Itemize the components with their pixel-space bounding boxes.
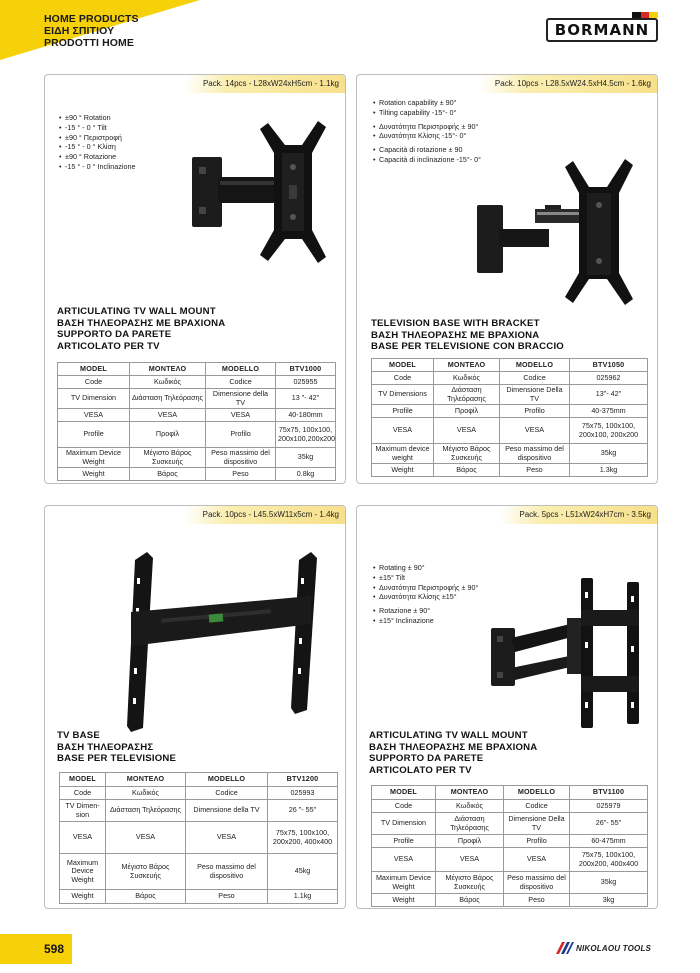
- table-cell: MODELLO: [186, 773, 268, 787]
- header-line-en: HOME PRODUCTS: [44, 13, 139, 25]
- table-row: [372, 848, 648, 872]
- flag-icon: [632, 12, 658, 18]
- title-gr: ΒΑΣΗ ΤΗΛΕΟΡΑΣΗΣ ΜΕ ΒΡΑΧΙΟΝΑ: [369, 741, 538, 753]
- table-cell: Προφίλ: [436, 835, 504, 848]
- feature-item: • Capacità di inclinazione -15°- 0°: [373, 155, 481, 165]
- table-cell: VESA: [434, 418, 500, 444]
- table-row: [58, 376, 336, 389]
- table-cell: Κωδικός: [106, 787, 186, 800]
- table-cell: Code: [372, 372, 434, 385]
- table-cell: Weight: [372, 894, 436, 907]
- feature-item: • Rotation capability ± 90°: [373, 98, 481, 108]
- table-row: [58, 448, 336, 468]
- title-en: ARTICULATING TV WALL MOUNT: [57, 306, 216, 317]
- title-gr: ΒΑΣΗ ΤΗΛΕΟΡΑΣΗΣ: [57, 741, 154, 753]
- table-cell: Peso massimo del dispositivo: [504, 872, 570, 894]
- table-cell: Μέγιστο Βάρος Συσκευής: [434, 444, 500, 464]
- table-cell: VESA: [60, 822, 106, 854]
- product-card-btv1200: [44, 505, 346, 909]
- product-title: [57, 306, 225, 352]
- feature-item: • Rotating ± 90°: [373, 563, 478, 573]
- table-cell: ΜΟΝΤΕΛΟ: [434, 359, 500, 372]
- table-row: [60, 773, 338, 787]
- feature-item: • Rotazione ± 90°: [373, 606, 478, 616]
- title-gr: ΒΑΣΗ ΤΗΛΕΟΡΑΣΗΣ ΜΕ ΒΡΑΧΙΟΝΑ: [371, 329, 540, 341]
- table-cell: BTV1100: [570, 786, 648, 800]
- table-cell: Διάσταση Τηλεόρασης: [434, 385, 500, 405]
- product-card-btv1000: [44, 74, 346, 484]
- table-row: [60, 822, 338, 854]
- table-cell: 35kg: [570, 872, 648, 894]
- table-row: [58, 389, 336, 409]
- header-line-it: PRODOTTI HOME: [44, 37, 134, 49]
- feature-item: • Capacità di rotazione ± 90: [373, 145, 481, 155]
- table-cell: Μέγιστο Βάρος Συσκευής: [106, 854, 186, 890]
- table-cell: Βάρος: [130, 468, 206, 481]
- table-cell: 1.3kg: [570, 464, 648, 477]
- title-en: ARTICULATING TV WALL MOUNT: [369, 730, 528, 741]
- feature-item: • -15 ° - 0 ° Κλίση: [59, 142, 135, 152]
- table-cell: 75x75, 100x100, 200x200, 400x400: [268, 822, 338, 854]
- table-cell: 60-475mm: [570, 835, 648, 848]
- feature-list: [59, 113, 135, 172]
- table-cell: Codice: [206, 376, 276, 389]
- title-gr: ΒΑΣΗ ΤΗΛΕΟΡΑΣΗΣ ΜΕ ΒΡΑΧΙΟΝΑ: [57, 317, 226, 329]
- product-title: [369, 730, 537, 776]
- table-row: [372, 359, 648, 372]
- table-cell: Code: [372, 800, 436, 813]
- table-cell: ΜΟΝΤΕΛΟ: [130, 363, 206, 376]
- table-row: [372, 894, 648, 907]
- feature-item: • Δυνατότητα Περιστροφής ± 90°: [373, 583, 478, 593]
- table-cell: VESA: [206, 409, 276, 422]
- brand-name: BORMANN: [554, 21, 650, 39]
- table-row: [60, 854, 338, 890]
- table-cell: TV Dimension: [372, 813, 436, 835]
- table-row: [372, 444, 648, 464]
- title-en: TV BASE: [57, 730, 100, 741]
- spec-table: [57, 362, 336, 481]
- table-cell: VESA: [186, 822, 268, 854]
- table-cell: BTV1050: [570, 359, 648, 372]
- table-cell: VESA: [106, 822, 186, 854]
- table-cell: VESA: [372, 848, 436, 872]
- table-row: [372, 786, 648, 800]
- tv-bracket-image: [475, 157, 640, 307]
- table-cell: VESA: [372, 418, 434, 444]
- pack-info: Pack. 14pcs - L28xW24xH5cm - 1.1kg: [155, 75, 345, 93]
- table-cell: 45kg: [268, 854, 338, 890]
- table-cell: 75x75, 100x100, 200x100,200x200: [276, 422, 336, 448]
- table-cell: 025979: [570, 800, 648, 813]
- table-cell: 13"- 42": [570, 385, 648, 405]
- table-cell: Codice: [186, 787, 268, 800]
- table-cell: Dimensione della TV: [186, 800, 268, 822]
- table-cell: Peso massimo del dispositivo: [186, 854, 268, 890]
- table-cell: MODEL: [60, 773, 106, 787]
- table-cell: 3kg: [570, 894, 648, 907]
- tv-base-image: [121, 548, 319, 733]
- table-cell: Βάρος: [434, 464, 500, 477]
- footer-brand: NIKOLAOU TOOLS: [576, 943, 652, 953]
- nikolaou-tools-logo: [556, 942, 651, 954]
- table-cell: Διάσταση Τηλεόρασης: [106, 800, 186, 822]
- table-row: [58, 409, 336, 422]
- table-cell: VESA: [500, 418, 570, 444]
- table-cell: 1.1kg: [268, 890, 338, 904]
- table-cell: Peso: [206, 468, 276, 481]
- table-cell: Κωδικός: [130, 376, 206, 389]
- table-cell: Μέγιστο Βάρος Συσκευής: [130, 448, 206, 468]
- table-cell: Code: [60, 787, 106, 800]
- table-cell: 26 "- 55": [268, 800, 338, 822]
- pack-info: Pack. 10pcs - L28.5xW24.5xH4.5cm - 1.6kg: [447, 75, 657, 93]
- table-cell: Peso: [504, 894, 570, 907]
- table-cell: Codice: [500, 372, 570, 385]
- feature-item: • Δυνατότητα Κλίσης -15°- 0°: [373, 131, 481, 141]
- table-cell: VESA: [436, 848, 504, 872]
- table-cell: VESA: [58, 409, 130, 422]
- table-cell: Codice: [504, 800, 570, 813]
- table-cell: Profile: [372, 405, 434, 418]
- table-cell: Μέγιστο Βάρος Συσκευής: [436, 872, 504, 894]
- page-number: 598: [44, 942, 65, 956]
- table-row: [60, 890, 338, 904]
- table-row: [60, 800, 338, 822]
- table-cell: ΜΟΝΤΕΛΟ: [436, 786, 504, 800]
- table-cell: TV Dimensions: [372, 385, 434, 405]
- feature-item: • ±15° Inclinazione: [373, 616, 478, 626]
- table-cell: Dimensione Della TV: [500, 385, 570, 405]
- product-card-btv1100: [356, 505, 658, 909]
- table-cell: Profile: [372, 835, 436, 848]
- table-cell: 40-375mm: [570, 405, 648, 418]
- table-row: [58, 422, 336, 448]
- bormann-logo: [546, 18, 658, 42]
- table-cell: Peso massimo del dispositivo: [500, 444, 570, 464]
- table-row: [58, 363, 336, 376]
- page-number-tab: [0, 934, 72, 964]
- table-cell: Προφίλ: [130, 422, 206, 448]
- table-cell: Weight: [60, 890, 106, 904]
- feature-item: • Tilting capability -15°- 0°: [373, 108, 481, 118]
- spec-table: [371, 358, 648, 477]
- table-cell: Διάσταση Τηλεόρασης: [130, 389, 206, 409]
- title-it-2: ARTICOLATO PER TV: [369, 764, 472, 776]
- table-cell: 75x75, 100x100, 200x100, 200x200: [570, 418, 648, 444]
- table-cell: 35kg: [570, 444, 648, 464]
- table-cell: Profilo: [504, 835, 570, 848]
- table-cell: ΜΟΝΤΕΛΟ: [106, 773, 186, 787]
- table-row: [372, 835, 648, 848]
- table-cell: Βάρος: [106, 890, 186, 904]
- table-cell: Κωδικός: [436, 800, 504, 813]
- table-cell: Dimensione Della TV: [504, 813, 570, 835]
- feature-item: • -15 ° - 0 ° Tilt: [59, 123, 135, 133]
- feature-item: • ±90 ° Rotazione: [59, 152, 135, 162]
- table-cell: Code: [58, 376, 130, 389]
- table-cell: 0.8kg: [276, 468, 336, 481]
- table-cell: MODELLO: [206, 363, 276, 376]
- table-cell: Weight: [372, 464, 434, 477]
- header-line-gr: ΕΙΔΗ ΣΠΙΤΙΟΥ: [44, 25, 115, 37]
- table-row: [372, 372, 648, 385]
- product-card-btv1050: [356, 74, 658, 484]
- table-cell: VESA: [504, 848, 570, 872]
- spec-table: [59, 772, 338, 904]
- wall-mount-image: [190, 115, 330, 290]
- feature-item: • ±90 ° Rotation: [59, 113, 135, 123]
- title-it: SUPPORTO DA PARETE: [369, 753, 484, 764]
- table-cell: 13 "- 42": [276, 389, 336, 409]
- table-cell: Maximum Device Weight: [60, 854, 106, 890]
- table-row: [372, 872, 648, 894]
- table-row: [372, 813, 648, 835]
- table-cell: Dimensione della TV: [206, 389, 276, 409]
- table-cell: Διάσταση Τηλεόρασης: [436, 813, 504, 835]
- title-en: TELEVISION BASE WITH BRACKET: [371, 318, 540, 329]
- title-it: BASE PER TELEVISIONE CON BRACCIO: [371, 341, 564, 352]
- table-cell: 025993: [268, 787, 338, 800]
- table-cell: MODEL: [58, 363, 130, 376]
- table-cell: MODEL: [372, 359, 434, 372]
- table-cell: Weight: [58, 468, 130, 481]
- table-cell: MODEL: [372, 786, 436, 800]
- table-cell: Maximum Device Weight: [58, 448, 130, 468]
- feature-list: [373, 563, 478, 626]
- spec-table: [371, 785, 648, 907]
- table-cell: 26"- 55": [570, 813, 648, 835]
- table-row: [372, 405, 648, 418]
- feature-item: • Δυνατότητα Περιστροφής ± 90°: [373, 122, 481, 132]
- table-cell: VESA: [130, 409, 206, 422]
- table-row: [372, 385, 648, 405]
- table-cell: Peso: [500, 464, 570, 477]
- table-cell: MODELLO: [504, 786, 570, 800]
- feature-item: • Δυνατότητα Κλίσης ±15°: [373, 592, 478, 602]
- table-cell: Peso massimo del dispositivo: [206, 448, 276, 468]
- table-cell: Maximum device weight: [372, 444, 434, 464]
- section-header: [44, 13, 139, 49]
- table-cell: Profilo: [206, 422, 276, 448]
- table-cell: 40-180mm: [276, 409, 336, 422]
- title-it: SUPPORTO DA PARETE: [57, 329, 172, 340]
- table-cell: Profilo: [500, 405, 570, 418]
- title-it: BASE PER TELEVISIONE: [57, 753, 177, 764]
- feature-item: • ±90 ° Περιστροφή: [59, 133, 135, 143]
- table-cell: Peso: [186, 890, 268, 904]
- table-cell: 025955: [276, 376, 336, 389]
- nt-mark-icon: [556, 942, 574, 954]
- table-row: [60, 787, 338, 800]
- feature-list: [373, 98, 481, 165]
- table-cell: Profile: [58, 422, 130, 448]
- table-cell: MODELLO: [500, 359, 570, 372]
- product-title: [57, 730, 176, 765]
- table-cell: Maximum Device Weight: [372, 872, 436, 894]
- feature-item: • -15 ° - 0 ° Inclinazione: [59, 162, 135, 172]
- table-cell: BTV1200: [268, 773, 338, 787]
- table-cell: Κωδικός: [434, 372, 500, 385]
- feature-item: • ±15° Tilt: [373, 573, 478, 583]
- table-row: [372, 464, 648, 477]
- table-cell: 35kg: [276, 448, 336, 468]
- table-cell: Βάρος: [436, 894, 504, 907]
- table-cell: BTV1000: [276, 363, 336, 376]
- table-cell: 025962: [570, 372, 648, 385]
- pack-info: Pack. 10pcs - L45.5xW11x5cm - 1.4kg: [155, 506, 345, 524]
- title-it-2: ARTICOLATO PER TV: [57, 340, 160, 352]
- wall-mount-image: [487, 572, 647, 730]
- pack-info: Pack. 5pcs - L51xW24xH7cm - 3.5kg: [471, 506, 657, 524]
- table-cell: Προφίλ: [434, 405, 500, 418]
- table-row: [372, 800, 648, 813]
- product-title: [371, 318, 564, 353]
- table-cell: TV Dimension: [58, 389, 130, 409]
- table-cell: TV Dimen- sion: [60, 800, 106, 822]
- table-row: [58, 468, 336, 481]
- table-cell: 75x75, 100x100, 200x200, 400x400: [570, 848, 648, 872]
- table-row: [372, 418, 648, 444]
